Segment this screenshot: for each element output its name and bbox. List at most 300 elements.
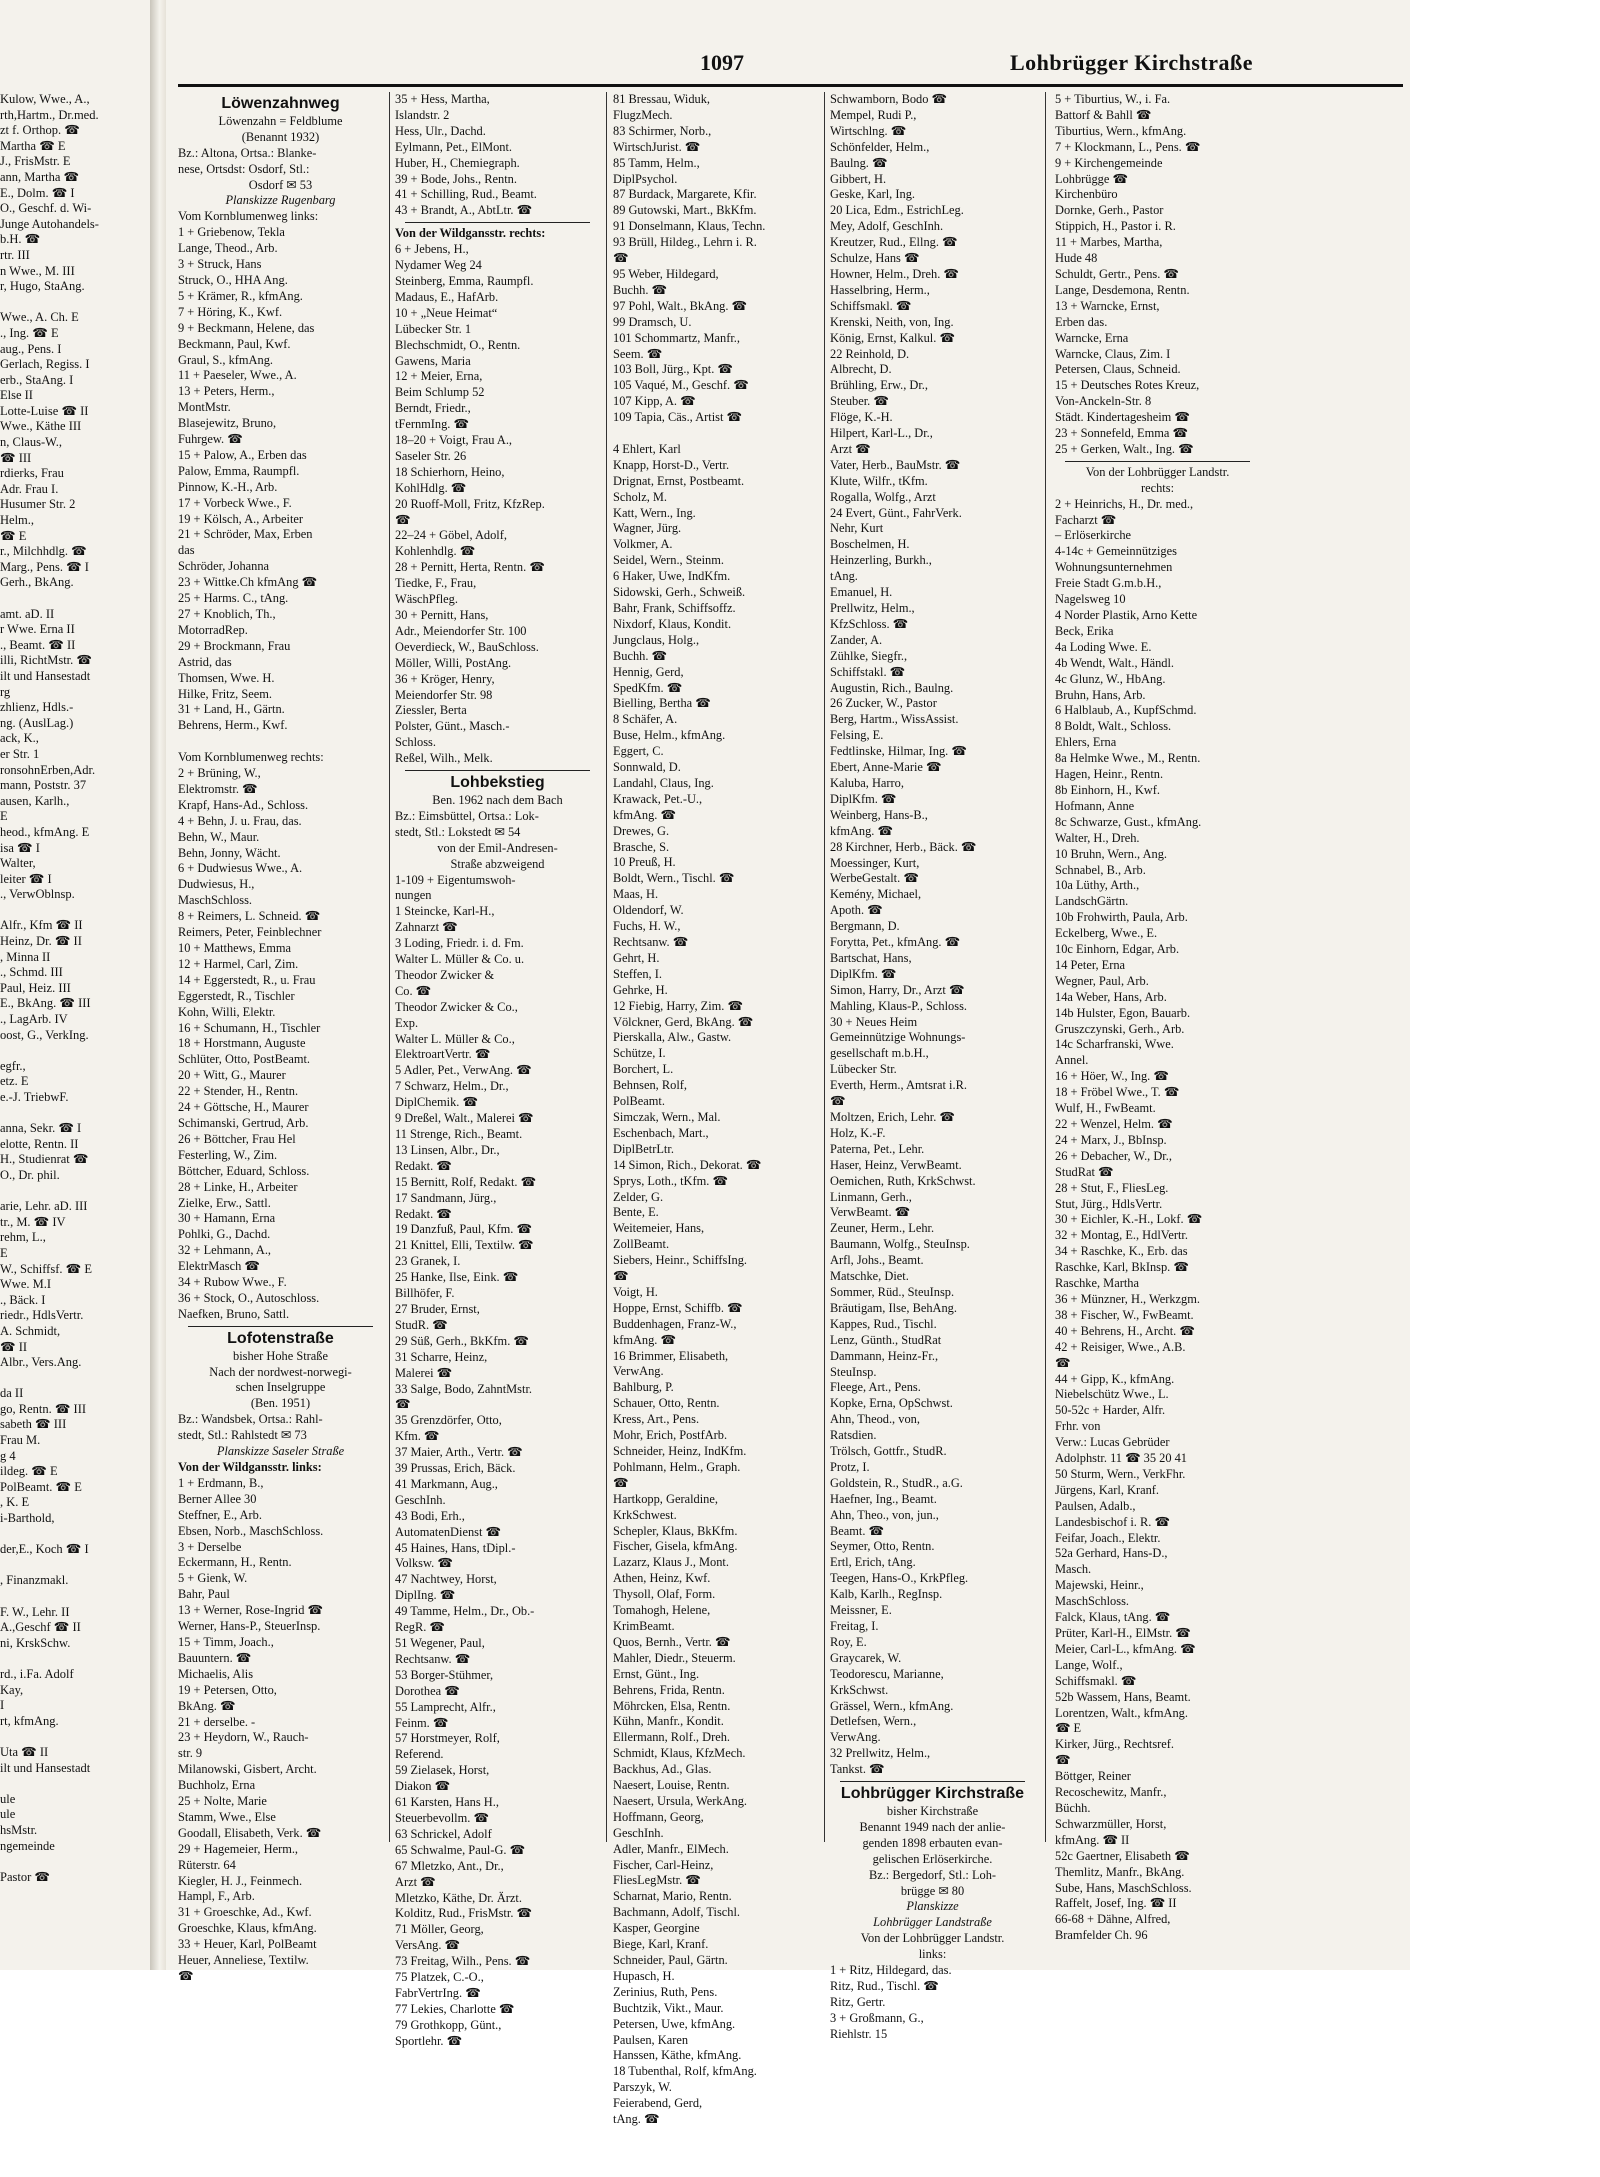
directory-entry: Schloss. [395,735,436,750]
directory-entry: das [178,543,195,558]
directory-entry: 11 + Marbes, Martha, [1055,235,1163,250]
directory-entry: Pierskalla, Alw., Gastw. [613,1030,732,1045]
directory-entry: Erben das. [1055,314,1108,329]
left-fragment-line: zt f. Orthop. ☎ [0,123,80,138]
directory-entry: Beamt. ☎ [830,1523,884,1538]
directory-entry: 13 + Warncke, Ernst, [1055,298,1160,313]
left-fragment-line: illi, RichtMstr. ☎ [0,653,92,668]
left-fragment-line: Kulow, Wwe., A., [0,92,90,106]
directory-entry: 52b Wassem, Hans, Beamt. [1055,1689,1191,1704]
directory-entry: 109 Tapia, Cäs., Artist ☎ [613,410,742,425]
directory-entry: Wirtschlng. ☎ [830,123,907,138]
directory-entry: 38 + Fischer, W., FwBeamt. [1055,1307,1194,1322]
directory-entry: Arzt ☎ [830,441,871,456]
directory-entry: KrimBeamt. [613,1618,675,1633]
directory-entry: ☎ [1055,1355,1071,1370]
directory-entry: Schiffsmakl. ☎ [830,298,912,313]
directory-entry: Michaelis, Alis [178,1666,254,1681]
directory-entry: 10a Lüthy, Arth., [1055,878,1140,893]
left-fragment-line: anna, Sekr. ☎ I [0,1121,82,1136]
left-fragment-line: zhlienz, Hdls.- [0,700,74,715]
directory-entry: Thomsen, Wwe. H. [178,670,275,685]
street-heading: Lofotenstraße [227,1329,334,1347]
left-fragment-line: ., Beamt. ☎ II [0,637,76,652]
header-rule [178,84,1403,87]
left-fragment-line: r, Hugo, StaAng. [0,279,85,294]
directory-entry: Knapp, Horst-D., Vertr. [613,457,730,472]
directory-entry: Walter, H., Dreh. [1055,830,1140,845]
left-fragment-line: rtr. III [0,247,30,262]
directory-entry: Fischer, Gisela, kfmAng. [613,1539,738,1554]
directory-entry: Graul, S., kfmAng. [178,352,273,367]
left-fragment-line [0,591,148,607]
directory-entry: Stippich, H., Pastor i. R. [1055,219,1176,234]
directory-entry: 22 Reinhold, D. [830,346,910,361]
directory-entry: 14 Simon, Rich., Dekorat. ☎ [613,1157,762,1172]
directory-entry: 15 Bernitt, Rolf, Redakt. ☎ [395,1174,537,1189]
directory-entry: Schönfelder, Helm., [830,139,930,154]
directory-entry: Hampl, F., Arb. [178,1889,255,1904]
directory-entry: Adler, Manfr., ElMech. [613,1841,729,1856]
page-number: 1097 [700,50,744,75]
directory-entry: Freitag, I. [830,1619,879,1633]
directory-entry: 22–24 + Göbel, Adolf, [395,528,507,543]
directory-entry: Boldt, Wern., Tischl. ☎ [613,871,735,886]
left-fragment-line: Alfr., Kfm ☎ II [0,918,83,933]
directory-entry: Reimers, Peter, Feinblechner [178,925,322,940]
left-fragment-line: PolBeamt. ☎ E [0,1479,82,1494]
directory-entry: Zelder, G. [613,1189,664,1204]
directory-entry: VerwAng. [613,1364,664,1379]
directory-column-3 [613,92,818,2128]
directory-entry: Dornke, Gerh., Pastor [1055,203,1164,218]
directory-entry: 1 + Erdmann, B., [178,1475,264,1490]
directory-entry: Brasche, S. [613,839,670,854]
directory-entry: DiplKfm. ☎ [830,966,897,981]
directory-entry: stedt, Stl.: Lokstedt ✉ 54 [395,824,521,839]
directory-entry: 23 + Sonnefeld, Emma ☎ [1055,426,1188,441]
directory-entry: Petersen, Uwe, kfmAng. [613,2016,736,2031]
directory-entry: Islandstr. 2 [395,107,450,122]
directory-entry: 27 + Knoblich, Th., [178,607,276,621]
directory-entry: Hoppe, Ernst, Schiffb. ☎ [613,1300,743,1315]
directory-entry: Von der Lohbrügger Landstr. [860,1931,1005,1946]
left-fragment-line: egfr., [0,1058,26,1073]
directory-entry: Lange, Theod., Arb. [178,241,278,256]
directory-entry: Haefner, Ing., Beamt. [830,1491,937,1506]
left-fragment-line: Heinz, Dr. ☎ II [0,934,82,949]
directory-entry: 81 Bressau, Widuk, [613,92,711,106]
directory-entry: Siebers, Heinr., SchiffsIng. [613,1253,747,1268]
directory-entry: 8 + Reimers, L. Schneid. ☎ [178,909,321,924]
directory-entry: 31 + Land, H., Gärtn. [178,702,285,717]
directory-entry: Buchh. ☎ [613,648,667,663]
directory-entry: 16 + Schumann, H., Tischler [178,1020,321,1035]
directory-entry: kfmAng. ☎ [613,807,676,822]
directory-entry: Seem. ☎ [613,346,663,361]
directory-entry: 18 + Horstmann, Auguste [178,1036,306,1051]
left-fragment-line: Pastor ☎ [0,1869,50,1884]
directory-entry: KrkSchwst. [830,1682,889,1697]
directory-entry: Ertl, Erich, tAng. [830,1555,916,1570]
directory-entry: Steuerbevollm. ☎ [395,1810,489,1825]
directory-entry: 14c Scharfranski, Wwe. [1055,1037,1174,1052]
directory-entry: 4c Glunz, W., HbAng. [1055,671,1166,686]
left-fragment-line: ronsohnErben,Adr. [0,762,96,777]
directory-entry: Milanowski, Gisbert, Archt. [178,1762,317,1777]
directory-entry: Tiedke, F., Frau, [395,576,477,591]
directory-entry: 52a Gerhard, Hans-D., [1055,1546,1168,1561]
directory-entry: Kaluba, Harro, [830,775,904,790]
left-fragment-line [0,1527,148,1543]
directory-entry: Buchtzik, Vikt., Maur. [613,2000,724,2015]
directory-entry: Quos, Bernh., Vertr. ☎ [613,1634,731,1649]
directory-entry: Schlüter, Otto, PostBeamt. [178,1052,311,1067]
directory-entry: Sube, Hans, MaschSchloss. [1055,1880,1192,1895]
directory-entry: 59 Zielasek, Horst, [395,1763,490,1778]
directory-entry: 71 Möller, Georg, [395,1922,484,1937]
directory-entry: 17 + Vorbeck Wwe., F. [178,495,292,510]
directory-entry: 20 Lica, Edm., EstrichLeg. [830,203,964,218]
directory-entry: ☎ E [1055,1721,1082,1736]
directory-entry: Hess, Ulr., Dachd. [395,123,486,138]
directory-entry: 21 Knittel, Elli, Textilw. ☎ [395,1238,534,1253]
directory-entry: 4-14c + Gemeinnütziges [1055,544,1177,559]
directory-entry: Ritz, Rud., Tischl. ☎ [830,1978,939,1993]
directory-entry: 19 Danzfuß, Paul, Kfm. ☎ [395,1222,532,1237]
directory-entry: 2 + Brüning, W., [178,766,261,781]
directory-entry: 26 + Debacher, W., Dr., [1055,1148,1172,1163]
directory-entry: WäschPfleg. [395,592,458,607]
directory-entry: KfzSchloss. ☎ [830,616,909,631]
directory-entry: Forytta, Pet., kfmAng. ☎ [830,935,961,950]
directory-entry: Meiendorfer Str. 98 [395,687,493,702]
directory-entry: 5 + Krämer, R., kfmAng. [178,288,303,303]
directory-entry: VerwAng. [830,1730,881,1745]
left-fragment-line: go, Rentn. ☎ III [0,1401,87,1416]
directory-entry: Möller, Willi, PostAng. [395,655,512,670]
directory-entry: Dorothea ☎ [395,1683,460,1698]
directory-entry: 36 + Kröger, Henry, [395,671,495,686]
left-fragment-line: arie, Lehr. aD. III [0,1199,88,1214]
directory-entry: Holz, K.-F. [830,1125,886,1140]
directory-entry: Berner Allee 30 [178,1491,257,1506]
directory-entry: Sportlehr. ☎ [395,2033,463,2048]
directory-entry: Baulng. ☎ [830,155,888,170]
left-fragment-line: E., Dolm. ☎ I [0,185,75,200]
directory-entry: Raschke, Karl, BkInsp. ☎ [1055,1260,1189,1275]
directory-entry: Wagner, Jürg. [613,521,682,536]
directory-entry: Annel. [1055,1053,1089,1068]
directory-entry: GeschInh. [613,1825,664,1840]
directory-entry: Exp. [395,1015,419,1030]
directory-entry: 30 + Eichler, K.-H., Lokf. ☎ [1055,1212,1203,1227]
directory-entry: 91 Donselmann, Klaus, Techn. [613,219,766,234]
directory-entry: 39 Prussas, Erich, Bäck. [395,1461,516,1476]
directory-entry: Mahling, Klaus-P., Schloss. [830,998,967,1013]
directory-entry: Hude 48 [1055,251,1098,266]
directory-entry: Gibbert, H. [830,171,887,186]
left-fragment-line [0,903,148,919]
directory-entry: Naesert, Louise, Rentn. [613,1778,730,1793]
directory-entry: 28 + Linke, H., Arbeiter [178,1179,298,1194]
directory-entry: Emanuel, H. [830,585,893,600]
left-fragment-line [0,1589,148,1605]
directory-entry: Gehrt, H. [613,950,660,965]
left-fragment-line: g 4 [0,1448,16,1463]
directory-entry: 22 + Wenzel, Helm. ☎ [1055,1117,1173,1131]
directory-entry: 36 + Stock, O., Autoschloss. [178,1290,320,1305]
directory-entry: Lübecker Str. [830,1062,897,1077]
directory-entry: Stut, Jürg., HdlsVertr. [1055,1196,1163,1211]
directory-entry: BkAng. ☎ [178,1698,236,1713]
directory-entry: Kohlenhdlg. ☎ [395,544,476,559]
directory-entry: Redakt. ☎ [395,1158,452,1173]
directory-entry: Detlefsen, Wern., [830,1714,917,1729]
left-fragment-line: rth,Hartm., Dr.med. [0,107,99,122]
directory-entry: Lange, Desdemona, Rentn. [1055,282,1190,297]
directory-entry: Feinm. ☎ [395,1715,449,1730]
directory-entry: Saseler Str. 26 [395,448,467,463]
directory-entry: Rechtsanw. ☎ [613,935,689,950]
section-divider [188,1326,373,1327]
left-fragment-line: ilt und Hansestadt [0,1760,91,1775]
directory-entry: 34 + Raschke, K., Erb. das [1055,1244,1188,1259]
directory-entry: Böttger, Reiner [1055,1769,1131,1784]
directory-entry: Feifar, Joach., Elektr. [1055,1530,1161,1545]
directory-entry: Recoschewitz, Manfr., [1055,1785,1167,1800]
directory-entry: Zander, A. [830,632,883,647]
directory-entry: tAng. [830,569,858,584]
left-fragment-line: Else II [0,388,33,403]
left-fragment-line: Adr. Frau I. [0,481,59,496]
directory-entry: Steinberg, Emma, Raumpfl. [395,273,534,288]
directory-entry: 10b Frohwirth, Paula, Arb. [1055,910,1188,925]
directory-entry: MaschSchloss. [178,893,252,908]
directory-entry: 30 + Pernitt, Hans, [395,608,489,622]
directory-entry: 57 Horstmeyer, Rolf, [395,1731,500,1746]
directory-entry: Gehrke, H. [613,982,668,997]
directory-entry: 50 Sturm, Wern., VerkFhr. [1055,1466,1186,1481]
directory-entry: Schiffsmakl. ☎ [1055,1673,1137,1688]
directory-entry: FabrVertrIng. ☎ [395,1985,481,2000]
directory-entry: Apoth. ☎ [830,903,883,918]
directory-entry: 3 Loding, Friedr. i. d. Fm. [395,936,524,951]
directory-entry: Bz.: Wandsbek, Ortsa.: Rahl- [178,1412,323,1427]
directory-entry: Facharzt ☎ [1055,512,1117,527]
left-fragment-line: i-Barthold, [0,1511,55,1526]
directory-entry: 14a Weber, Hans, Arb. [1055,989,1167,1004]
left-fragment-line: Walter, [0,856,36,871]
directory-entry: RegR. ☎ [395,1620,445,1635]
directory-entry: 30 + Hamann, Erna [178,1211,276,1226]
directory-entry: ElektroartVertr. ☎ [395,1047,491,1062]
left-fragment-line: E., BkAng. ☎ III [0,996,91,1011]
left-fragment-line: heod., kfmAng. E [0,824,90,839]
directory-entry: kfmAng. ☎ II [1055,1832,1130,1847]
directory-entry: 9 + Beckmann, Helene, das [178,320,315,335]
directory-entry: Festerling, W., Zim. [178,1147,278,1162]
left-fragment-line: ngemeinde [0,1838,55,1853]
directory-entry: Backhus, Ad., Glas. [613,1762,712,1777]
left-fragment-line: A. Schmidt, [0,1323,61,1338]
directory-entry: Battorf & Bahll ☎ [1055,107,1152,122]
left-fragment-line: da II [0,1386,24,1401]
directory-entry: ☎ [1055,1753,1071,1768]
directory-entry: Theodor Zwicker & Co., [395,999,518,1014]
directory-entry: Adr., Meiendorfer Str. 100 [395,623,527,638]
directory-entry: Von-Anckeln-Str. 8 [1055,394,1152,409]
directory-entry: 1 + Griebenow, Tekla [178,225,285,240]
directory-entry: Löwenzahn = Feldblume [218,113,343,128]
left-fragment-line: ., LagArb. IV [0,1012,68,1027]
directory-entry: 4 + Behn, J. u. Frau, das. [178,813,302,828]
directory-entry: Lohbrügger Landstraße [873,1915,992,1930]
directory-entry: Behnsen, Rolf, [613,1078,687,1093]
directory-entry: 23 Granek, I. [395,1254,461,1269]
directory-entry: Schneider, Paul, Gärtn. [613,1953,728,1968]
directory-entry: GeschInh. [395,1492,446,1507]
directory-entry: Bz.: Eimsbüttel, Ortsa.: Lok- [395,808,539,823]
directory-entry: 43 Bodi, Erh., [395,1508,465,1523]
directory-entry: Voigt, H. [613,1284,658,1299]
left-fragment-line: Lotte-Luise ☎ II [0,403,89,418]
directory-entry: 23 + Heydorn, W., Rauch- [178,1730,309,1745]
directory-entry: SteuInsp. [830,1364,877,1379]
directory-entry: Schiffstakl. ☎ [830,664,906,679]
directory-entry: Von der Wildgansstr. rechts: [395,226,546,241]
left-fragment-line: J., FrisMstr. E [0,154,71,169]
directory-entry: Wegner, Paul, Arb. [1055,973,1149,988]
directory-entry: Athen, Heinz, Kwf. [613,1571,711,1586]
directory-entry: 93 Brüll, Hildeg., Lehrn i. R. [613,235,757,250]
directory-entry: 31 Scharre, Heinz, [395,1349,488,1364]
directory-entry: Behrens, Herm., Kwf. [178,718,288,733]
directory-entry: Zerinius, Ruth, Pens. [613,1984,718,1999]
directory-entry: 10 + „Neue Heimat“ [395,305,498,320]
section-divider [405,222,590,223]
left-fragment-line [0,1776,148,1792]
directory-entry: Oldendorf, W. [613,903,684,918]
directory-entry: Kalb, Karlh., RegInsp. [830,1587,943,1602]
directory-entry: Moltzen, Erich, Lehr. ☎ [830,1110,955,1124]
directory-entry: Katt, Wern., Ing. [613,505,696,520]
directory-entry: König, Ernst, Kalkul. ☎ [830,330,955,345]
directory-entry: 18 Schierhorn, Heino, [395,464,505,479]
directory-entry: 29 + Hagemeier, Herm., [178,1841,299,1856]
directory-entry: Linmann, Gerh., [830,1189,912,1204]
directory-entry: 10c Einhorn, Edgar, Arb. [1055,942,1180,957]
directory-entry: Eschenbach, Mart., [613,1125,709,1140]
directory-entry: 19 + Petersen, Otto, [178,1682,277,1697]
directory-entry: 36 + Münzner, H., Werkzgm. [1055,1291,1200,1306]
directory-entry: Feierabend, Gerd, [613,2096,703,2111]
directory-entry: 24 Evert, Günt., FahrVerk. [830,505,962,520]
directory-entry: Wulf, H., FwBeamt. [1055,1101,1156,1116]
left-fragment-line: sabeth ☎ III [0,1417,67,1432]
directory-entry: Tomahogh, Helene, [613,1603,711,1618]
directory-entry: ☎ [613,251,629,266]
directory-entry: Walter L. Müller & Co., [395,1031,515,1046]
directory-entry: Ehlers, Erna [1055,735,1117,750]
directory-entry: FlugzMech. [613,107,673,122]
directory-entry: 24 + Göttsche, H., Maurer [178,1100,309,1115]
directory-entry: Von der Wildgansstr. links: [178,1460,322,1475]
directory-entry: KrkSchwest. [613,1507,677,1522]
directory-entry: Schwamborn, Bodo ☎ [830,92,947,106]
left-fragment-line: rt, kfmAng. [0,1713,59,1728]
directory-entry: Oemichen, Ruth, KrkSchwst. [830,1173,976,1188]
directory-entry: 42 + Reisiger, Wwe., A.B. [1055,1339,1186,1354]
directory-entry: Bergmann, D. [830,919,900,934]
column-divider [606,92,607,1842]
directory-entry: Sidowski, Gerh., Schweiß. [613,585,746,600]
left-fragment-line: ildeg. ☎ E [0,1464,58,1479]
directory-entry: 24 + Marx, J., BbInsp. [1055,1132,1167,1147]
directory-entry: 97 Pohl, Walt., BkAng. ☎ [613,298,747,313]
directory-entry: Lazarz, Klaus J., Mont. [613,1555,729,1570]
directory-entry: Blechschmidt, O., Rentn. [395,337,521,352]
directory-entry: Kasper, Georgine [613,1921,700,1936]
directory-entry: nungen [395,888,432,903]
directory-entry: Kühn, Manfr., Kondit. [613,1714,724,1729]
directory-entry: 18 Tubenthal, Rolf, kfmAng. [613,2064,757,2079]
directory-entry: Roy, E. [830,1634,867,1649]
directory-entry: 5 + Gienk, W. [178,1571,248,1586]
directory-entry: 47 Nachtwey, Horst, [395,1572,497,1587]
directory-entry: Stamm, Wwe., Else [178,1809,276,1824]
directory-entry: Majewski, Heinr., [1055,1578,1144,1593]
directory-entry: 35 + Hess, Martha, [395,92,490,106]
directory-entry: Nixdorf, Klaus, Kondit. [613,616,732,631]
directory-entry: Adolphstr. 11 ☎ 35 20 41 [1055,1451,1188,1466]
directory-entry: Billhöfer, F. [395,1286,455,1301]
directory-entry: Zahnarzt ☎ [395,920,458,935]
directory-entry: Steffner, E., Arb. [178,1507,262,1522]
directory-entry: Städt. Kindertagesheim ☎ [1055,410,1190,425]
directory-entry [178,734,383,750]
directory-entry: 4a Loding Wwe. E. [1055,639,1152,654]
directory-entry: ☎ [395,512,411,527]
directory-entry: Schnabel, B., Arb. [1055,862,1146,877]
directory-entry: Sonnwald, D. [613,760,681,775]
directory-entry: Berg, Hartm., WissAssist. [830,712,959,727]
left-fragment-line: Husumer Str. 2 [0,497,76,512]
directory-entry: Beim Schlump 52 [395,385,485,400]
directory-entry: 25 + Harms. C., tAng. [178,591,289,606]
directory-entry: Bartschat, Hans, [830,950,912,965]
left-fragment-line: Wwe., A. Ch. E [0,310,79,325]
directory-entry: Trölsch, Gottfr., StudR. [830,1444,947,1459]
directory-entry: Kolditz, Rud., FrisMstr. ☎ [395,1906,532,1921]
directory-entry: 7 + Höring, K., Kwf. [178,304,283,319]
directory-entry: Blasejewitz, Bruno, [178,416,277,431]
directory-entry: Schimanski, Gertrud, Arb. [178,1115,309,1130]
directory-entry: Co. ☎ [395,983,432,998]
directory-entry: DiplKfm. ☎ [830,791,897,806]
directory-entry: Hennig, Gerd, [613,664,684,679]
left-fragment-line: isa ☎ I [0,840,40,855]
directory-entry: Kopke, Erna, OpSchwst. [830,1396,953,1411]
directory-entry: 52c Gaertner, Elisabeth ☎ [1055,1848,1190,1863]
directory-entry: ☎ [613,1475,629,1490]
directory-entry: Landesbischof i. R. ☎ [1055,1514,1170,1529]
directory-entry: Falck, Klaus, tAng. ☎ [1055,1610,1171,1625]
directory-entry: Benannt 1949 nach der anlie- [859,1819,1006,1834]
directory-entry: Fleege, Art., Pens. [830,1380,921,1395]
directory-entry: 8a Helmke Wwe., M., Rentn. [1055,751,1201,766]
directory-entry: Weitemeier, Hans, [613,1221,705,1236]
